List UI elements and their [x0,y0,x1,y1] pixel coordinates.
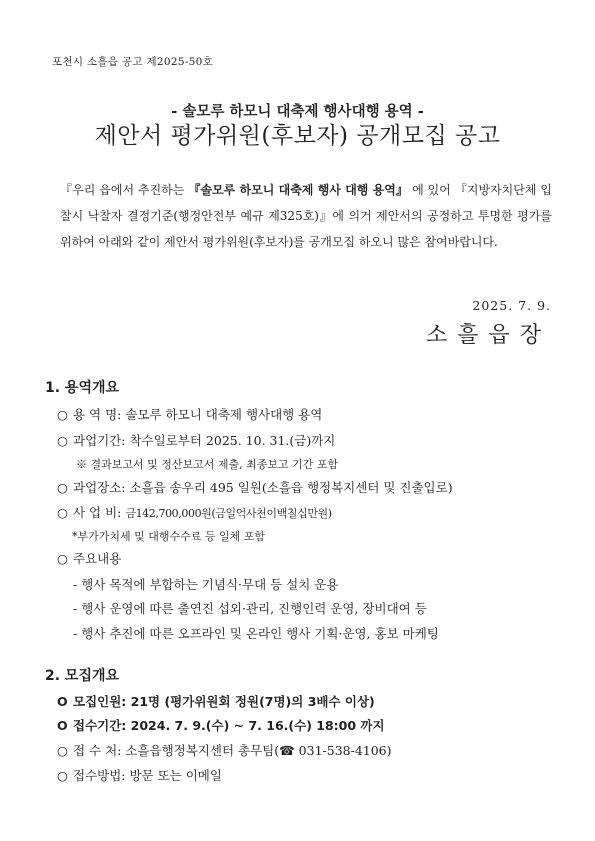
service-location: 과업장소: 소흘읍 송우리 495 일원(소흘읍 행정복지센터 및 진출입로) [73,480,453,495]
subtitle: - 솔모루 하모니 대축제 행사대행 용역 - [171,104,424,120]
office-phone: 031-538-4106) [294,743,392,758]
content-line: - 행사 추진에 따른 오프라인 및 온라인 행사 기획·운영, 홍보 마케팅 [73,626,439,641]
content-line: - 행사 운영에 따른 출연진 섭외·관리, 진행인력 운영, 장비대여 등 [73,601,427,616]
document-number: 포천시 소흘읍 공고 제2025-50호 [52,56,214,68]
budget-value: 금142,700,000원(금일억사천이백칠십만원) [125,507,332,520]
recruit-count: 모집인원: 21명 (평가위원회 정원(7명)의 3배수 이상) [73,694,375,709]
application-period: 접수기간: 2024. 7. 9.(수) ~ 7. 16.(수) 18:00 까지 [73,718,385,733]
intro-highlight: 『솔모루 하모니 대축제 행사 대행 용역』 [188,183,409,197]
section2-heading: 2. 모집개요 [45,668,120,684]
period-item [57,431,335,449]
intro-part1: 『우리 읍에서 추진하는 [60,183,189,197]
method-item [57,766,222,784]
content-label: 주요내용 [73,551,122,566]
content-line: - 행사 목적에 부합하는 기념식·무대 등 설치 운용 [73,577,339,592]
office-item [57,741,392,759]
bullet: ○ [57,505,68,520]
bold-bullet: O [57,718,68,733]
application-period-item [57,716,385,734]
issue-date: 2025. 7. 9. [472,298,551,313]
service-name: 용 역 명: 솔모루 하모니 대축제 행사대행 용역 [73,407,323,422]
phone-icon: ☎ [279,743,295,758]
intro-paragraph [60,177,552,255]
service-name-item [57,405,322,423]
bullet: ○ [57,768,68,783]
application-method: 접수방법: 방문 또는 이메일 [73,768,222,783]
bullet: ○ [57,480,68,495]
bullet: ○ [57,407,68,422]
content-item [57,549,121,567]
bullet: ○ [57,433,68,448]
recruit-item [57,692,375,710]
intro-part2: 에 있어 『지방자치단체 입찰시 낙찰자 결정기준(행정안전부 예규 제325호)』에 의거 제안서의 공정하고 투명한 평가를 위하여 아래와 같이 제안서 평가위원(후보자)를 공개모집 하오니 많은 참여바랍니다. [60,183,552,249]
page-title: 제안서 평가위원(후보자) 공개모집 공고 [94,123,501,149]
bullet: ○ [57,551,68,566]
bold-bullet: O [57,694,68,709]
section1-heading: 1. 용역개요 [45,380,120,396]
budget-label: 사 업 비: [73,505,126,520]
signer: 소흘읍장 [425,323,551,348]
office-text: 접 수 처: 소흘읍행정복지센터 총무팀( [73,743,280,758]
budget-item [57,503,332,521]
bullet: ○ [57,743,68,758]
period-note: ※ 결과보고서 및 정산보고서 제출, 최종보고 기간 포함 [76,458,339,471]
service-period: 과업기간: 착수일로부터 2025. 10. 31.(금)까지 [73,433,336,448]
location-item [57,478,453,496]
budget-note: *부가가치세 및 대행수수료 등 일체 포함 [72,530,265,543]
